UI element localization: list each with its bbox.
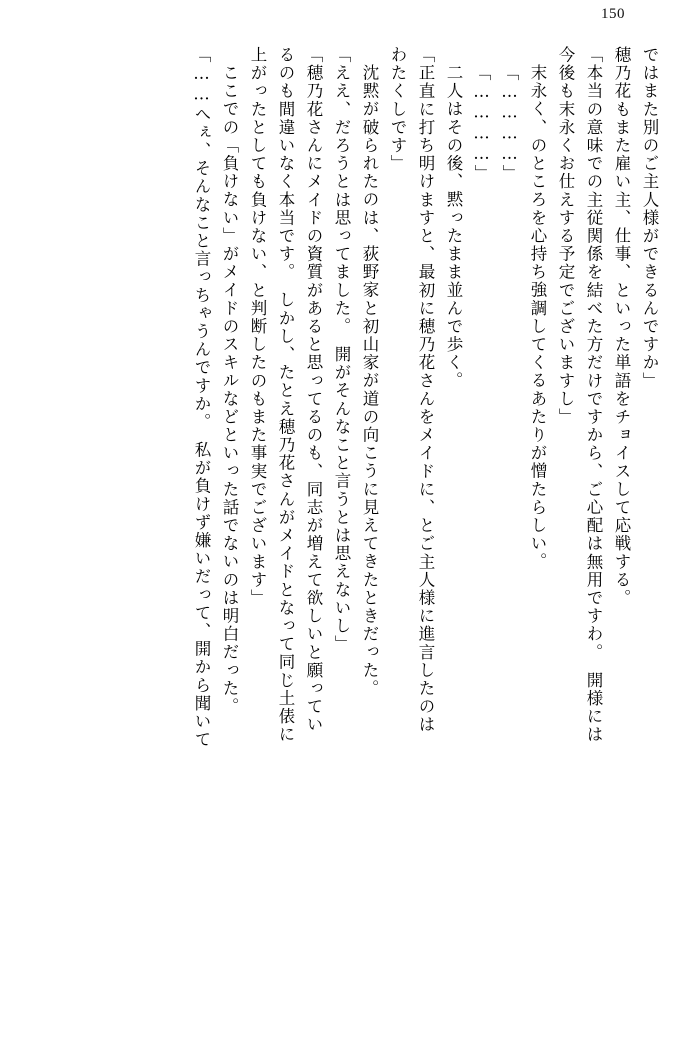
text-line: 「穂乃花さんにメイドの資質があると思ってるのも、同志が増えて欲しいと願ってい	[304, 46, 323, 734]
text-line: ここでの「負けない」がメイドのスキルなどといった話でないのは明白だった。	[220, 64, 239, 716]
vertical-text-body	[36, 46, 657, 996]
text-line: 「ええ、だろうとは思ってました。 開がそんなこと言うとは思えないし」	[332, 46, 351, 654]
text-line: 今後も末永くお仕えする予定でございますし」	[556, 46, 575, 427]
text-line: 二人はその後、黙ったまま並んで歩く。	[444, 64, 463, 390]
text-line: 末永く、のところを心持ち強調してくるあたりが憎たらしい。	[528, 64, 547, 571]
text-line: 沈黙が破られたのは、荻野家と初山家が道の向こうに見えてきたときだった。	[360, 64, 379, 698]
text-line: ではまた別のご主人様ができるんですか」	[640, 46, 659, 390]
text-line: 「正直に打ち明けますと、最初に穂乃花さんをメイドに、とご主人様に進言したのは	[416, 46, 435, 734]
text-line: 「…………」	[500, 64, 519, 183]
text-line: わたくしです」	[388, 46, 407, 173]
text-line: 穂乃花もまた雇い主、仕事、といった単語をチョイスして応戦する。	[612, 46, 631, 608]
text-line: 上がったとしても負けない、と判断したのもまた事実でございます」	[248, 46, 267, 608]
text-line: るのも間違いなく本当です。 しかし、たとえ穂乃花さんがメイドとなって同じ土俵に	[276, 46, 295, 744]
text-line: 「本当の意味での主従関係を結べた方だけですから、ご心配は無用ですわ。 開様には	[584, 46, 603, 744]
text-line: 「……へぇ、そんなこと言っちゃうんですか。 私が負けず嫌いだって、開から聞いて	[192, 46, 211, 749]
text-line: 「…………」	[472, 64, 491, 183]
page-number: 150	[601, 6, 625, 22]
